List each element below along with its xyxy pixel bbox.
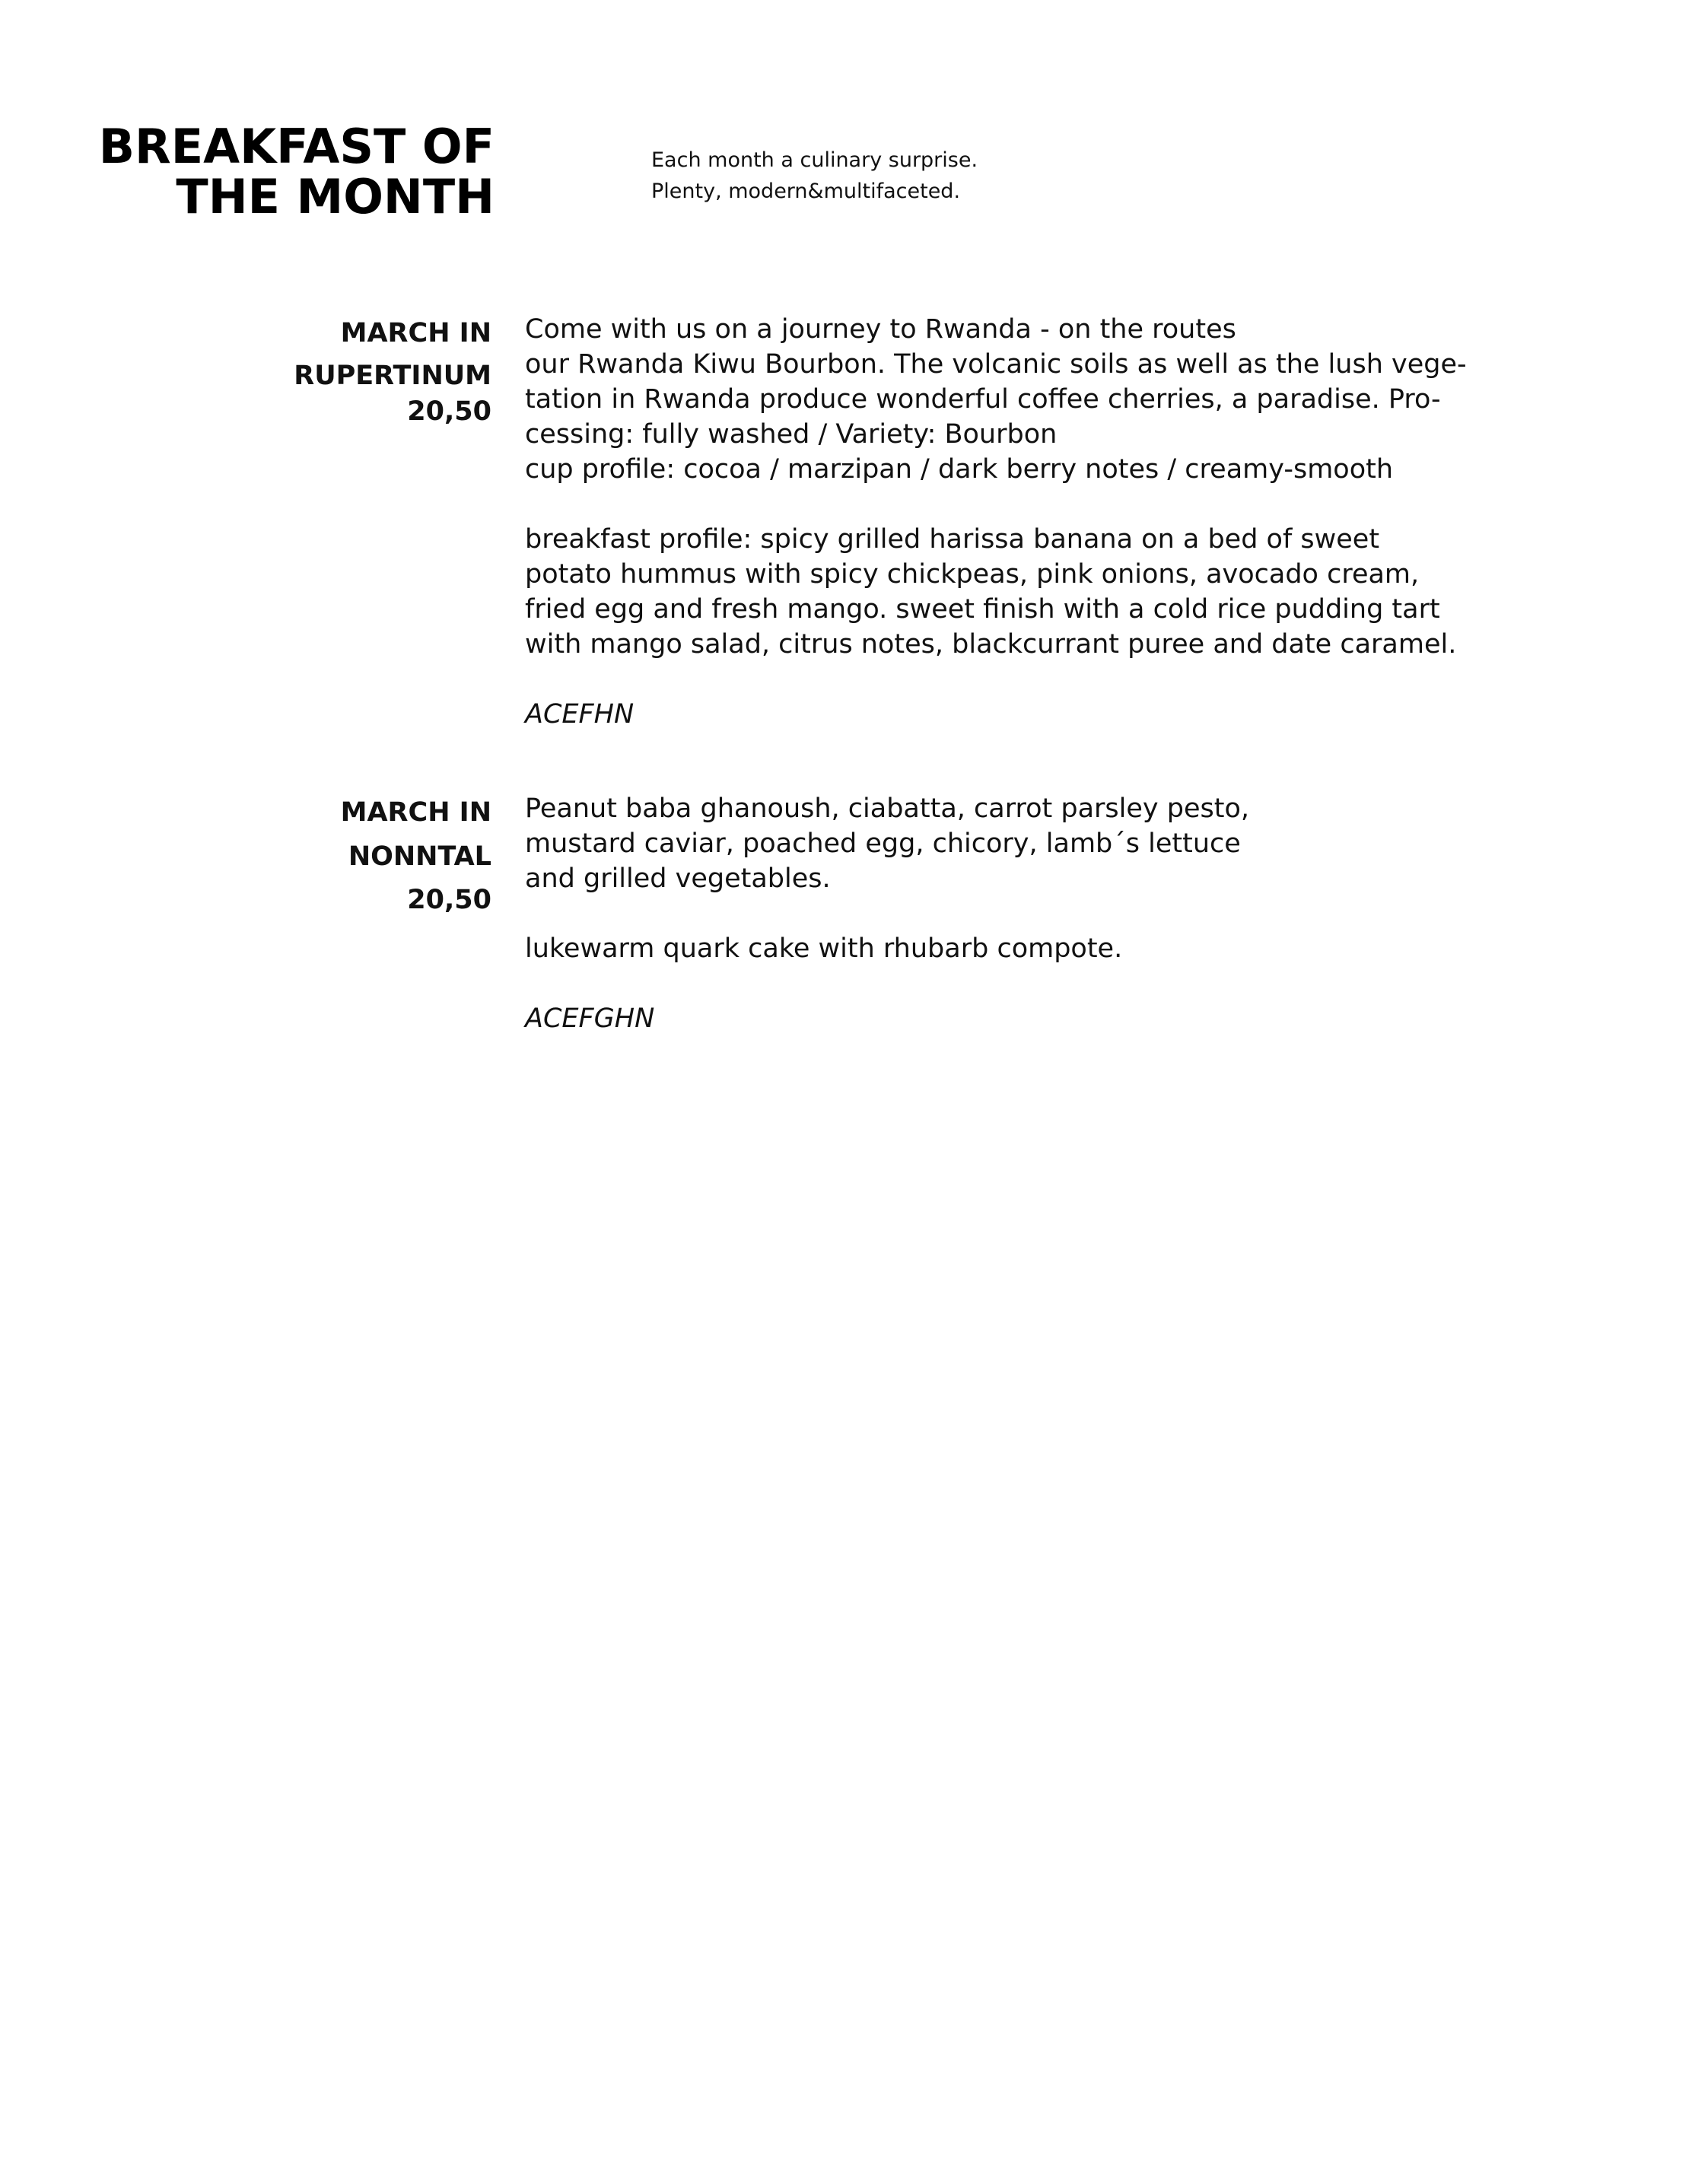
description-line: fried egg and fresh mango. sweet finish with a cold rice pudding tart bbox=[525, 594, 1440, 625]
description-line: and grilled vegetables. bbox=[525, 863, 831, 894]
menu-entry-nonntal-label bbox=[190, 791, 491, 917]
description-line: Peanut baba ghanoush, ciabatta, carrot parsley pesto, bbox=[525, 793, 1250, 824]
paragraph-gap bbox=[525, 662, 1438, 697]
description-line: Come with us on a journey to Rwanda - on the routes bbox=[525, 314, 1236, 345]
description-line: cup profile: cocoa / marzipan / dark berry notes / creamy-smooth bbox=[525, 454, 1394, 485]
menu-entry-rupertinum-description bbox=[525, 312, 1467, 732]
description-line: breakfast profile: spicy grilled harissa banana on a bed of sweet bbox=[525, 524, 1380, 555]
menu-entry-nonntal-description bbox=[525, 791, 1438, 1036]
menu-entry-rupertinum-label bbox=[190, 312, 491, 429]
description-line: mustard caviar, poached egg, chicory, lamb´s lettuce bbox=[525, 828, 1241, 859]
description-line: our Rwanda Kiwu Bourbon. The volcanic soils as well as the lush vege- bbox=[525, 349, 1467, 380]
entry-label-line-1: MARCH IN bbox=[340, 797, 491, 828]
paragraph-gap bbox=[525, 487, 1438, 522]
allergen-codes: ACEFGHN bbox=[525, 1003, 655, 1034]
entry-label-line-2: RUPERTINUM bbox=[294, 361, 491, 391]
entry-price: 20,50 bbox=[407, 396, 491, 427]
tagline-line-1: Each month a culinary surprise. bbox=[651, 148, 978, 172]
allergen-codes: ACEFHN bbox=[525, 699, 635, 730]
paragraph-gap bbox=[525, 966, 1438, 1001]
paragraph-gap bbox=[525, 896, 1438, 931]
description-line: cessing: fully washed / Variety: Bourbon bbox=[525, 419, 1058, 450]
description-line: lukewarm quark cake with rhubarb compote. bbox=[525, 933, 1123, 964]
entry-label-line-1: MARCH IN bbox=[340, 318, 491, 348]
entry-label-line-2: NONNTAL bbox=[348, 841, 491, 872]
description-line: potato hummus with spicy chickpeas, pink onions, avocado cream, bbox=[525, 559, 1420, 590]
tagline-line-2: Plenty, modern&multifaceted. bbox=[651, 180, 961, 203]
page-title-line-1: BREAKFAST OF bbox=[98, 119, 495, 174]
description-line: tation in Rwanda produce wonderful coffee cherries, a paradise. Pro- bbox=[525, 384, 1441, 415]
entry-price: 20,50 bbox=[407, 885, 491, 915]
tagline bbox=[651, 145, 978, 207]
page-title-line-2: THE MONTH bbox=[176, 169, 495, 224]
description-line: with mango salad, citrus notes, blackcurrant puree and date caramel. bbox=[525, 629, 1457, 660]
page-title bbox=[46, 119, 495, 224]
